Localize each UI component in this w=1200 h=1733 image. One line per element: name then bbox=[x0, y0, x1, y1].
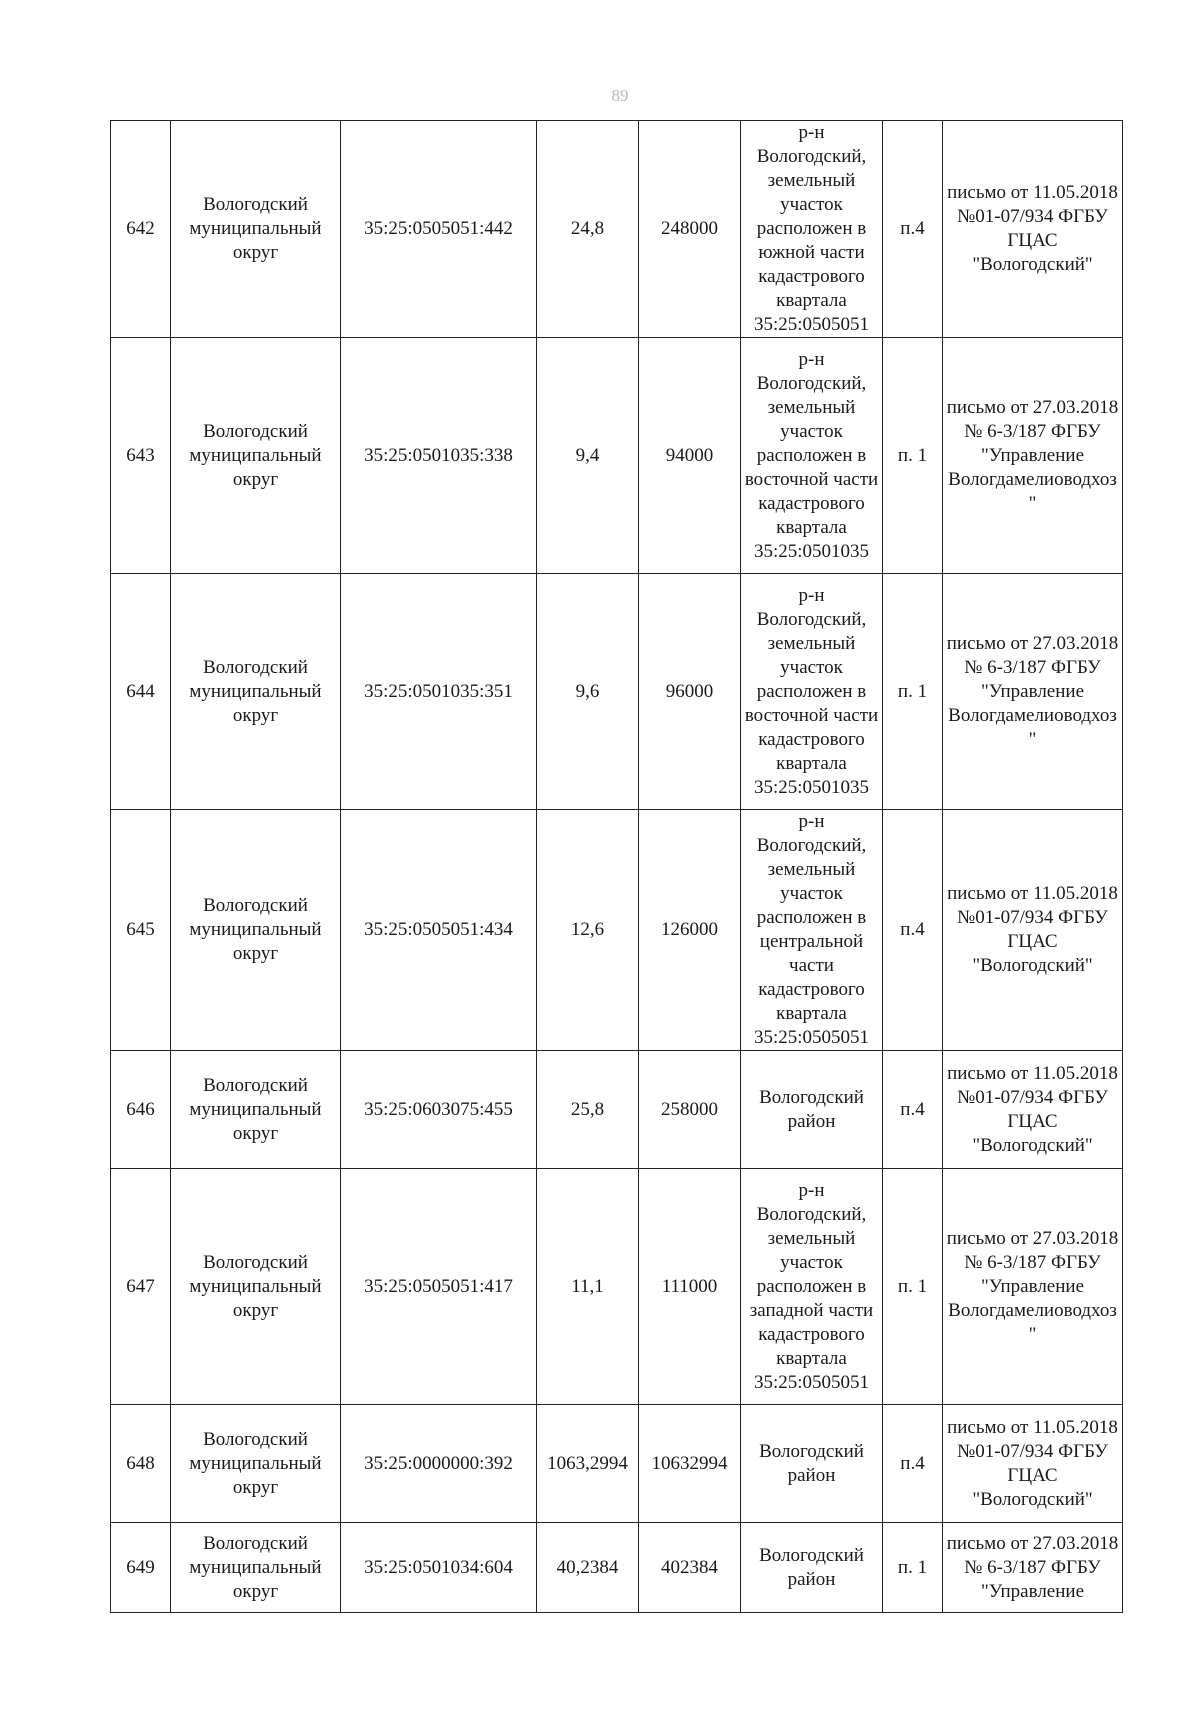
area-hectares-cell: 24,8 bbox=[537, 121, 639, 338]
municipality-cell: Вологодский муниципальный округ bbox=[171, 574, 341, 810]
municipality-cell: Вологодский муниципальный округ bbox=[171, 121, 341, 338]
area-square-meters-cell: 258000 bbox=[639, 1051, 741, 1169]
table-row bbox=[111, 1169, 1123, 1405]
cadastral-number-cell: 35:25:0501035:351 bbox=[341, 574, 537, 810]
area-square-meters-cell: 96000 bbox=[639, 574, 741, 810]
area-hectares-cell: 1063,2994 bbox=[537, 1405, 639, 1523]
clause-cell: п.4 bbox=[883, 1051, 943, 1169]
source-document-cell: письмо от 11.05.2018 №01-07/934 ФГБУ ГЦАС "Вологодский" bbox=[943, 1405, 1123, 1523]
row-number-cell: 646 bbox=[111, 1051, 171, 1169]
source-document-cell: письмо от 11.05.2018 №01-07/934 ФГБУ ГЦАС "Вологодский" bbox=[943, 1051, 1123, 1169]
cadastral-number-cell: 35:25:0501035:338 bbox=[341, 338, 537, 574]
area-hectares-cell: 9,6 bbox=[537, 574, 639, 810]
clause-cell: п. 1 bbox=[883, 1169, 943, 1405]
location-description-cell: р-н Вологодский, земельный участок расположен в центральной части кадастрового квартала 35:25:0505051 bbox=[741, 810, 883, 1051]
area-hectares-cell: 11,1 bbox=[537, 1169, 639, 1405]
row-number-cell: 642 bbox=[111, 121, 171, 338]
row-number-cell: 647 bbox=[111, 1169, 171, 1405]
cadastral-number-cell: 35:25:0505051:434 bbox=[341, 810, 537, 1051]
cadastral-number-cell: 35:25:0603075:455 bbox=[341, 1051, 537, 1169]
area-square-meters-cell: 126000 bbox=[639, 810, 741, 1051]
source-document-cell: письмо от 27.03.2018 № 6-3/187 ФГБУ "Управление bbox=[943, 1523, 1123, 1613]
municipality-cell: Вологодский муниципальный округ bbox=[171, 338, 341, 574]
clause-cell: п.4 bbox=[883, 810, 943, 1051]
row-number-cell: 644 bbox=[111, 574, 171, 810]
row-number-cell: 643 bbox=[111, 338, 171, 574]
clause-cell: п. 1 bbox=[883, 338, 943, 574]
source-document-cell: письмо от 11.05.2018 №01-07/934 ФГБУ ГЦАС "Вологодский" bbox=[943, 810, 1123, 1051]
location-description-cell: р-н Вологодский, земельный участок расположен в западной части кадастрового квартала 35:25:0505051 bbox=[741, 1169, 883, 1405]
row-number-cell: 649 bbox=[111, 1523, 171, 1613]
area-square-meters-cell: 402384 bbox=[639, 1523, 741, 1613]
location-description-cell: р-н Вологодский, земельный участок расположен в восточной части кадастрового квартала 35:25:0501035 bbox=[741, 338, 883, 574]
area-square-meters-cell: 248000 bbox=[639, 121, 741, 338]
table-row bbox=[111, 810, 1123, 1051]
location-description-cell: р-н Вологодский, земельный участок расположен в восточной части кадастрового квартала 35:25:0501035 bbox=[741, 574, 883, 810]
cadastral-number-cell: 35:25:0000000:392 bbox=[341, 1405, 537, 1523]
row-number-cell: 648 bbox=[111, 1405, 171, 1523]
municipality-cell: Вологодский муниципальный округ bbox=[171, 810, 341, 1051]
page-number: 89 bbox=[611, 86, 629, 105]
table-row bbox=[111, 1405, 1123, 1523]
land-plots-table bbox=[110, 120, 1123, 1613]
table-row bbox=[111, 574, 1123, 810]
area-square-meters-cell: 94000 bbox=[639, 338, 741, 574]
location-description-cell: Вологодский район bbox=[741, 1405, 883, 1523]
clause-cell: п.4 bbox=[883, 121, 943, 338]
land-plots-table-container bbox=[110, 120, 1122, 1613]
source-document-cell: письмо от 27.03.2018 № 6-3/187 ФГБУ "Управление Вологдамелиоводхоз" bbox=[943, 338, 1123, 574]
cadastral-number-cell: 35:25:0505051:442 bbox=[341, 121, 537, 338]
municipality-cell: Вологодский муниципальный округ bbox=[171, 1169, 341, 1405]
location-description-cell: р-н Вологодский, земельный участок расположен в южной части кадастрового квартала 35:25:0505051 bbox=[741, 121, 883, 338]
area-square-meters-cell: 111000 bbox=[639, 1169, 741, 1405]
clause-cell: п. 1 bbox=[883, 574, 943, 810]
area-hectares-cell: 25,8 bbox=[537, 1051, 639, 1169]
row-number-cell: 645 bbox=[111, 810, 171, 1051]
table-row bbox=[111, 121, 1123, 338]
area-hectares-cell: 9,4 bbox=[537, 338, 639, 574]
source-document-cell: письмо от 11.05.2018 №01-07/934 ФГБУ ГЦАС "Вологодский" bbox=[943, 121, 1123, 338]
area-hectares-cell: 12,6 bbox=[537, 810, 639, 1051]
table-row bbox=[111, 1051, 1123, 1169]
location-description-cell: Вологодский район bbox=[741, 1051, 883, 1169]
clause-cell: п. 1 bbox=[883, 1523, 943, 1613]
clause-cell: п.4 bbox=[883, 1405, 943, 1523]
cadastral-number-cell: 35:25:0501034:604 bbox=[341, 1523, 537, 1613]
table-row bbox=[111, 338, 1123, 574]
area-hectares-cell: 40,2384 bbox=[537, 1523, 639, 1613]
source-document-cell: письмо от 27.03.2018 № 6-3/187 ФГБУ "Управление Вологдамелиоводхоз" bbox=[943, 1169, 1123, 1405]
area-square-meters-cell: 10632994 bbox=[639, 1405, 741, 1523]
municipality-cell: Вологодский муниципальный округ bbox=[171, 1523, 341, 1613]
municipality-cell: Вологодский муниципальный округ bbox=[171, 1405, 341, 1523]
location-description-cell: Вологодский район bbox=[741, 1523, 883, 1613]
municipality-cell: Вологодский муниципальный округ bbox=[171, 1051, 341, 1169]
table-body bbox=[111, 121, 1123, 1613]
cadastral-number-cell: 35:25:0505051:417 bbox=[341, 1169, 537, 1405]
source-document-cell: письмо от 27.03.2018 № 6-3/187 ФГБУ "Управление Вологдамелиоводхоз" bbox=[943, 574, 1123, 810]
table-row bbox=[111, 1523, 1123, 1613]
